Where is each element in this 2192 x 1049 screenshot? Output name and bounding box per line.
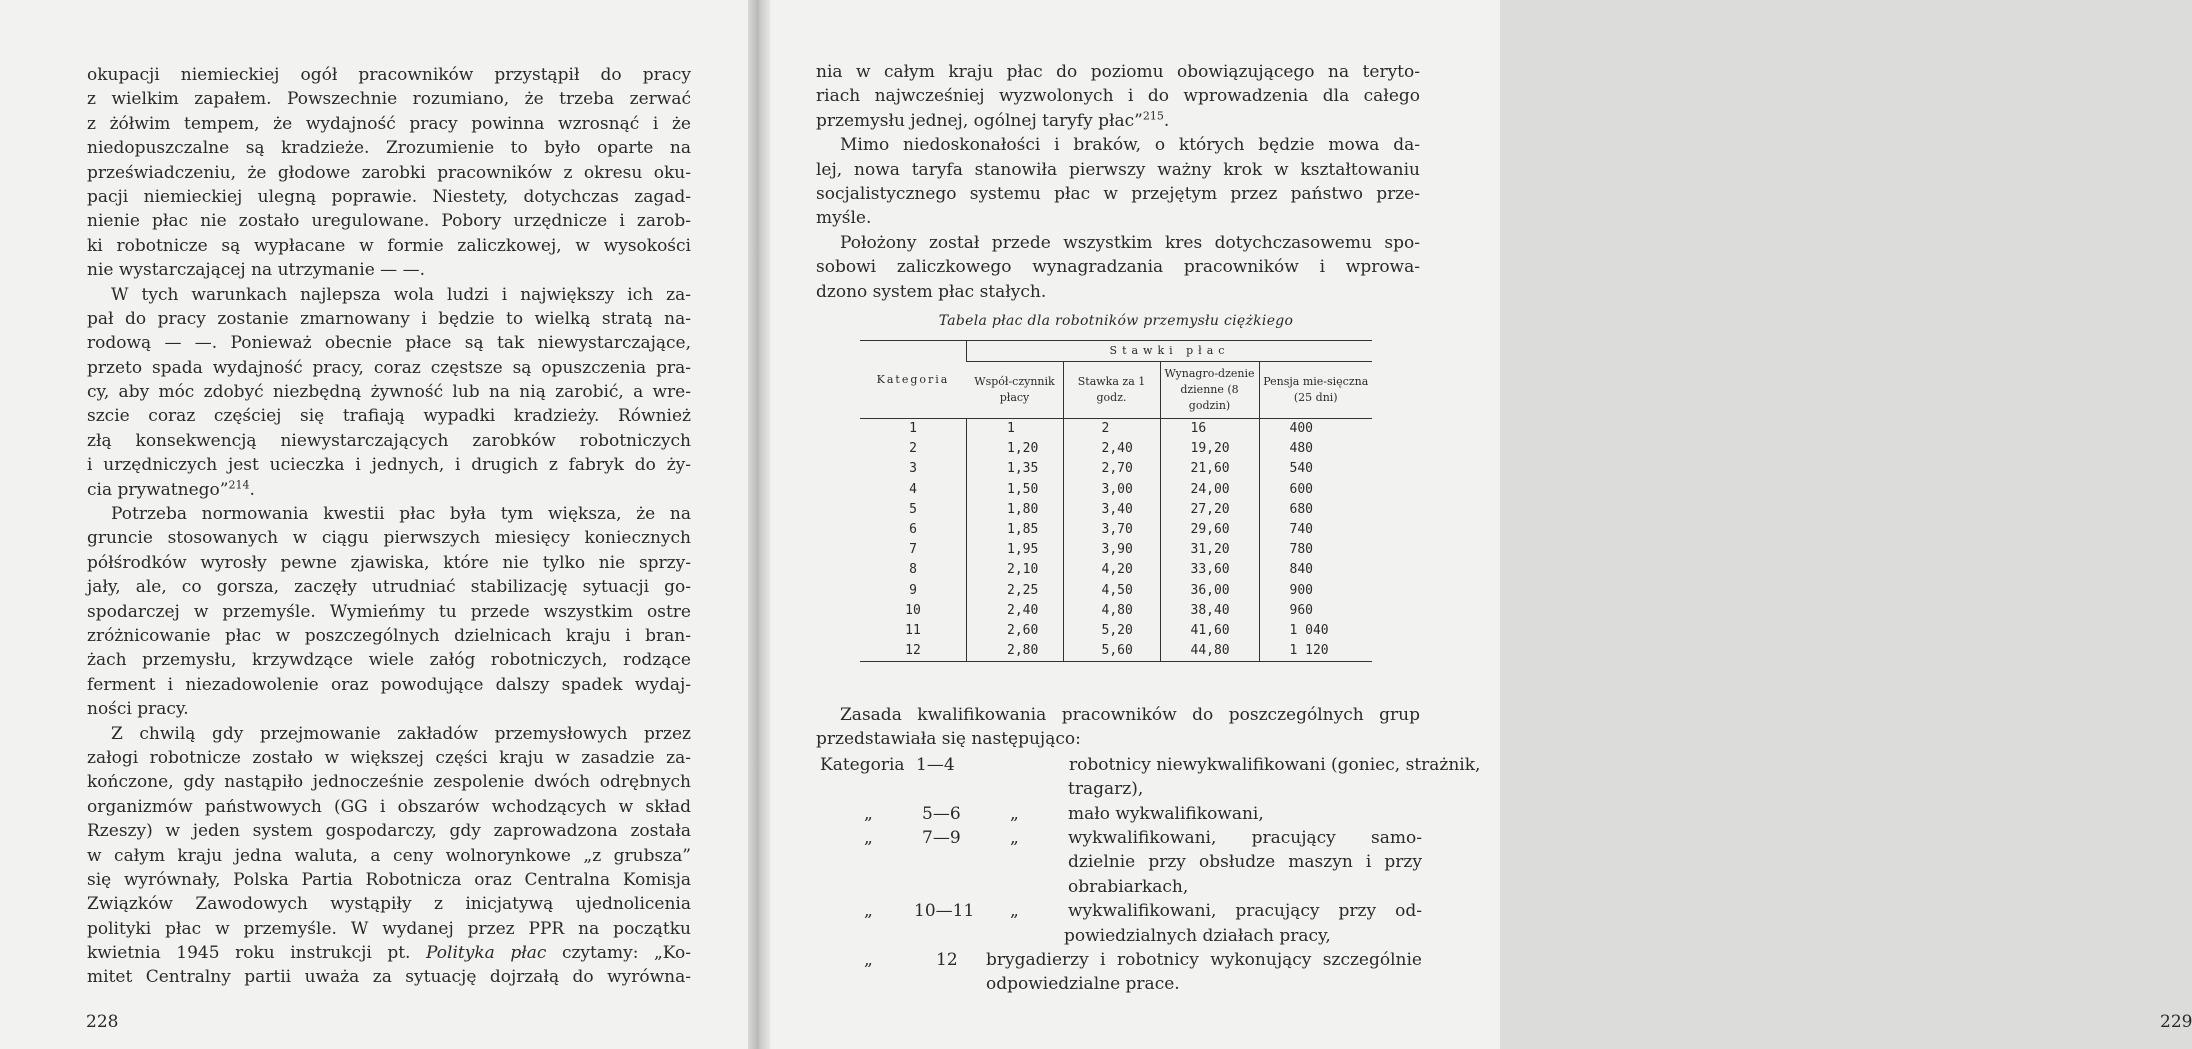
- text-line: okupacji niemieckiej ogół pracowników przystąpił do pracy: [87, 65, 691, 85]
- table-cell: 5,20: [1063, 621, 1160, 641]
- table-cell: 2,70: [1063, 459, 1160, 479]
- header-stawka: Stawka za 1 godz.: [1063, 362, 1160, 419]
- category-description: robotnicy niewykwalifikowani (goniec, strażnik,: [1069, 754, 1481, 775]
- table-cell: 2,60: [967, 621, 1064, 641]
- table-cell: 2: [1063, 419, 1160, 440]
- table-cell: 12: [860, 641, 967, 662]
- category-prefix: „: [864, 901, 873, 922]
- category-range: 1—4: [916, 754, 955, 775]
- category-prefix: „: [864, 803, 873, 824]
- table-cell: 2,40: [967, 601, 1064, 621]
- table-cell: 27,20: [1160, 500, 1259, 520]
- table-cell: 5: [909, 501, 917, 517]
- category-description: brygadierzy i robotnicy wykonujący szczególnie: [986, 950, 1422, 970]
- text-line: niedopuszczalne są kradzieże. Zrozumienie to było oparte na: [87, 138, 691, 159]
- text-line: [87, 941, 691, 965]
- category-description: odpowiedzialne prace.: [986, 974, 1180, 995]
- text-line: przedstawiała się następująco:: [816, 729, 1081, 750]
- text-line: [87, 478, 691, 502]
- table-row: [860, 459, 1372, 479]
- text-line: zróżnicowanie płac w poszczególnych dzielnicach kraju i bran-: [87, 625, 691, 646]
- table-cell: 960: [1259, 601, 1372, 621]
- table-cell: 480: [1259, 439, 1372, 459]
- text-line: półśrodków wyrosły pewne zjawiska, które nie tylko nie sprzy-: [87, 552, 691, 573]
- text-line: złą konsekwencją niewystarczających zarobków robotniczych: [87, 430, 691, 451]
- table-cell: 44,80: [1160, 641, 1259, 662]
- table-row: [860, 520, 1372, 540]
- table-cell: 31,20: [1160, 540, 1259, 560]
- text-line: lej, nowa taryfa stanowiła pierwszy ważny krok w kształtowaniu: [816, 159, 1420, 180]
- table-cell: 33,60: [1160, 560, 1259, 580]
- table-cell: 1,85: [967, 520, 1064, 540]
- left-page: [0, 0, 748, 1049]
- text-line: z żółwim tempem, że wydajność pracy powinna wzrosnąć i że: [87, 113, 691, 134]
- text-line: nia w całym kraju płac do poziomu obowiązującego na teryto-: [816, 62, 1420, 82]
- right-text-column-top: [816, 60, 1420, 304]
- table-cell: 1,50: [967, 480, 1064, 500]
- category-range: 12: [936, 950, 958, 970]
- category-description: obrabiarkach,: [1068, 876, 1189, 897]
- ditto-mark: „: [1010, 803, 1019, 824]
- text-segment: kwietnia 1945 roku instrukcji pt.: [87, 943, 411, 964]
- table-cell: 29,60: [1160, 520, 1259, 540]
- table-cell: 3,90: [1063, 540, 1160, 560]
- table-cell: 1,95: [967, 540, 1064, 560]
- table-cell: 740: [1259, 520, 1372, 540]
- category-range: 7—9: [922, 828, 961, 848]
- footnote-ref-214: 214: [228, 477, 250, 491]
- table-cell: 780: [1259, 540, 1372, 560]
- header-wspolczynnik: Współ-czynnik płacy: [967, 362, 1064, 419]
- text-line: Potrzeba normowania kwestii płac była tym większa, że na: [111, 504, 691, 525]
- category-description: tragarz),: [1068, 779, 1144, 800]
- table-cell: 5,60: [1063, 641, 1160, 662]
- category-range: 5—6: [922, 803, 961, 824]
- category-description: wykwalifikowani, pracujący samo-: [1068, 828, 1422, 848]
- book-gutter: [748, 0, 770, 1049]
- italic-title: Polityka płac: [426, 943, 547, 964]
- category-description: mało wykwalifikowani,: [1068, 803, 1264, 824]
- period: .: [1163, 110, 1170, 131]
- header-kategoria: Kategoria: [860, 341, 967, 419]
- wage-table: [860, 340, 1372, 662]
- table-cell: 1: [909, 421, 917, 436]
- category-prefix: „: [864, 950, 873, 970]
- table-row: [860, 560, 1372, 580]
- table-row: [860, 439, 1372, 459]
- text-line: nienie płac nie zostało uregulowane. Pobory urzędnicze i zarob-: [87, 211, 691, 232]
- table-row: [860, 540, 1372, 560]
- table-cell: 3,00: [1063, 480, 1160, 500]
- header-stawki-plac: Stawki płac: [967, 341, 1373, 362]
- text-line: Z chwilą gdy przejmowanie zakładów przemysłowych przez: [111, 723, 691, 744]
- table-cell: 9: [909, 582, 917, 598]
- table-cell: 2,25: [967, 581, 1064, 601]
- text-line: jały, ale, co gorsza, zaczęły utrudniać stabilizację sytuacji go-: [87, 577, 691, 598]
- category-prefix: „: [864, 828, 873, 848]
- table-cell: 2: [909, 441, 917, 457]
- table-cell: 400: [1259, 419, 1372, 440]
- table-cell: 1,80: [967, 500, 1064, 520]
- table-cell: 600: [1259, 480, 1372, 500]
- category-prefix: Kategoria: [820, 754, 905, 775]
- ditto-mark: „: [1010, 828, 1019, 848]
- text-line: polityki płac w przemyśle. W wydanej przez PPR na początku: [87, 918, 691, 939]
- table-row: [860, 419, 1372, 440]
- ditto-mark: „: [1010, 901, 1019, 922]
- table-row: [860, 601, 1372, 621]
- text-line: pał do pracy zostanie zmarnowany i będzie to wielką stratą na-: [87, 308, 691, 329]
- table-cell: 41,60: [1160, 621, 1259, 641]
- text-segment: czytamy: „Ko-: [561, 943, 692, 964]
- table-cell: 19,20: [1160, 439, 1259, 459]
- table-row: [860, 500, 1372, 520]
- text-line: [816, 109, 1420, 133]
- text-line: Zasada kwalifikowania pracowników do poszczególnych grup: [840, 705, 1420, 725]
- text-line: dzono system płac stałych.: [816, 281, 1047, 302]
- category-description: powiedzialnych działach pracy,: [1064, 925, 1331, 946]
- text-line: Mimo niedoskonałości i braków, o których będzie mowa da-: [840, 135, 1420, 156]
- text-line: kończone, gdy nastąpiło jednocześnie zespolenie dwóch odrębnych: [87, 772, 691, 793]
- table-row: [860, 621, 1372, 641]
- table-cell: 8: [909, 562, 917, 578]
- table-cell: 36,00: [1160, 581, 1259, 601]
- text-line: się wyrównały, Polska Partia Robotnicza oraz Centralna Komisja: [87, 869, 691, 890]
- category-range: 10—11: [914, 901, 975, 922]
- text-line: riach najwcześniej wyzwolonych i do wprowadzenia dla całego: [816, 86, 1420, 107]
- table-cell: 1 040: [1259, 621, 1372, 641]
- table-cell: 840: [1259, 560, 1372, 580]
- table-cell: 4,50: [1063, 581, 1160, 601]
- text-line: Związków Zawodowych wystąpiły z inicjatywą ujednolicenia: [87, 894, 691, 915]
- text-line: z wielkim zapałem. Powszechnie rozumiano, że trzeba zerwać: [87, 89, 691, 110]
- table-row: [860, 480, 1372, 500]
- text-line: socjalistycznego systemu płac w przejętym przez państwo prze-: [816, 183, 1420, 204]
- table-row: [860, 581, 1372, 601]
- text-line: ności pracy.: [87, 699, 189, 720]
- text-line: mitet Centralny partii uważa za sytuację dojrzałą do wyrówna-: [87, 967, 691, 988]
- text-line: żach przemysłu, krzywdzące wiele załóg robotniczych, rodzące: [87, 650, 691, 671]
- text-line: myśle.: [816, 208, 872, 229]
- table-cell: 38,40: [1160, 601, 1259, 621]
- text-line: W tych warunkach najlepsza wola ludzi i największy ich za-: [111, 284, 691, 305]
- text-line: gruncie stosowanych w ciągu pierwszych miesięcy koniecznych: [87, 528, 691, 549]
- table-cell: 4: [909, 481, 917, 497]
- period: .: [249, 479, 255, 500]
- text-line: i urzędniczych jest ucieczka i jednych, i drugich z fabryk do ży-: [87, 455, 691, 476]
- table-cell: 4,80: [1063, 601, 1160, 621]
- header-pensja: Pensja mie-sięczna (25 dni): [1259, 362, 1372, 419]
- text-line: nie wystarczającej na utrzymanie — —.: [87, 260, 425, 281]
- table-cell: 3: [909, 461, 917, 477]
- text-line: organizmów państwowych (GG i obszarów wchodzących w skład: [87, 796, 691, 817]
- footnote-ref-215: 215: [1142, 109, 1164, 123]
- text-line: szcie coraz częściej się trafiają wypadki kradzieży. Również: [87, 406, 691, 427]
- table-cell: 1,20: [967, 439, 1064, 459]
- table-cell: 16: [1160, 419, 1259, 440]
- table-cell: 24,00: [1160, 480, 1259, 500]
- table-row: [860, 641, 1372, 662]
- page-number-right: 229: [2160, 1012, 2192, 1032]
- text-segment: przemysłu jednej, ogólnej taryfy płac”: [816, 110, 1143, 131]
- table-cell: 10: [905, 602, 921, 618]
- table-cell: 900: [1259, 581, 1372, 601]
- table-cell: 3,40: [1063, 500, 1160, 520]
- category-description: dzielnie przy obsłudze maszyn i przy: [1068, 852, 1422, 873]
- text-line: przeto spada wydajność pracy, coraz częstsze są opuszczenia pra-: [87, 357, 691, 378]
- table-cell: 1,35: [967, 459, 1064, 479]
- text-line: pacji niemieckiej ulegną poprawie. Niestety, dotychczas zagad-: [87, 186, 691, 207]
- text-line: rodową — —. Ponieważ obecnie płace są tak niewystarczające,: [87, 333, 691, 354]
- page-number-left: 228: [86, 1012, 119, 1032]
- category-description: wykwalifikowani, pracujący przy od-: [1068, 901, 1422, 922]
- table-cell: 21,60: [1160, 459, 1259, 479]
- text-line: Położony został przede wszystkim kres dotychczasowemu spo-: [840, 232, 1420, 253]
- text-line: cy, aby móc zdobyć niezbędną żywność lub na nią zarobić, a wre-: [87, 382, 691, 403]
- text-line: ki robotnicze są wypłacane w formie zaliczkowej, w wysokości: [87, 235, 691, 256]
- text-line: sobowi zaliczkowego wynagradzania pracowników i wprowa-: [816, 257, 1420, 278]
- text-line: Rzeszy) w jeden system gospodarczy, gdy zaprowadzona została: [87, 821, 691, 842]
- text-line: załogi robotnicze zostało w większej części kraju w zasadzie za-: [87, 747, 691, 768]
- text-line: przeświadczeniu, że głodowe zarobki pracowników z okresu oku-: [87, 162, 691, 183]
- left-text-column: [87, 63, 691, 990]
- table-cell: 1 120: [1259, 641, 1372, 662]
- text-line: ferment i niezadowolenie oraz powodujące dalszy spadek wydaj-: [87, 674, 691, 695]
- table-cell: 2,10: [967, 560, 1064, 580]
- table-caption: Tabela płac dla robotników przemysłu ciężkiego: [938, 313, 1294, 329]
- text-line: spodarczej w przemyśle. Wymieńmy tu przede wszystkim ostre: [87, 601, 691, 622]
- table-cell: 11: [905, 623, 921, 639]
- table-cell: 3,70: [1063, 520, 1160, 540]
- text-line: cia prywatnego”: [87, 479, 229, 500]
- table-cell: 6: [909, 522, 917, 538]
- table-cell: 1: [967, 419, 1064, 440]
- table-cell: 4,20: [1063, 560, 1160, 580]
- table-cell: 680: [1259, 500, 1372, 520]
- table-cell: 7: [909, 542, 917, 558]
- text-line: w całym kraju jedna waluta, a ceny wolnorynkowe „z grubsza”: [87, 845, 691, 866]
- table-cell: 2,40: [1063, 439, 1160, 459]
- header-wynagrodzenie: Wynagro-dzenie dzienne (8 godzin): [1160, 362, 1259, 419]
- table-cell: 2,80: [967, 641, 1064, 662]
- right-text-column-bottom: [816, 703, 1420, 752]
- table-cell: 540: [1259, 459, 1372, 479]
